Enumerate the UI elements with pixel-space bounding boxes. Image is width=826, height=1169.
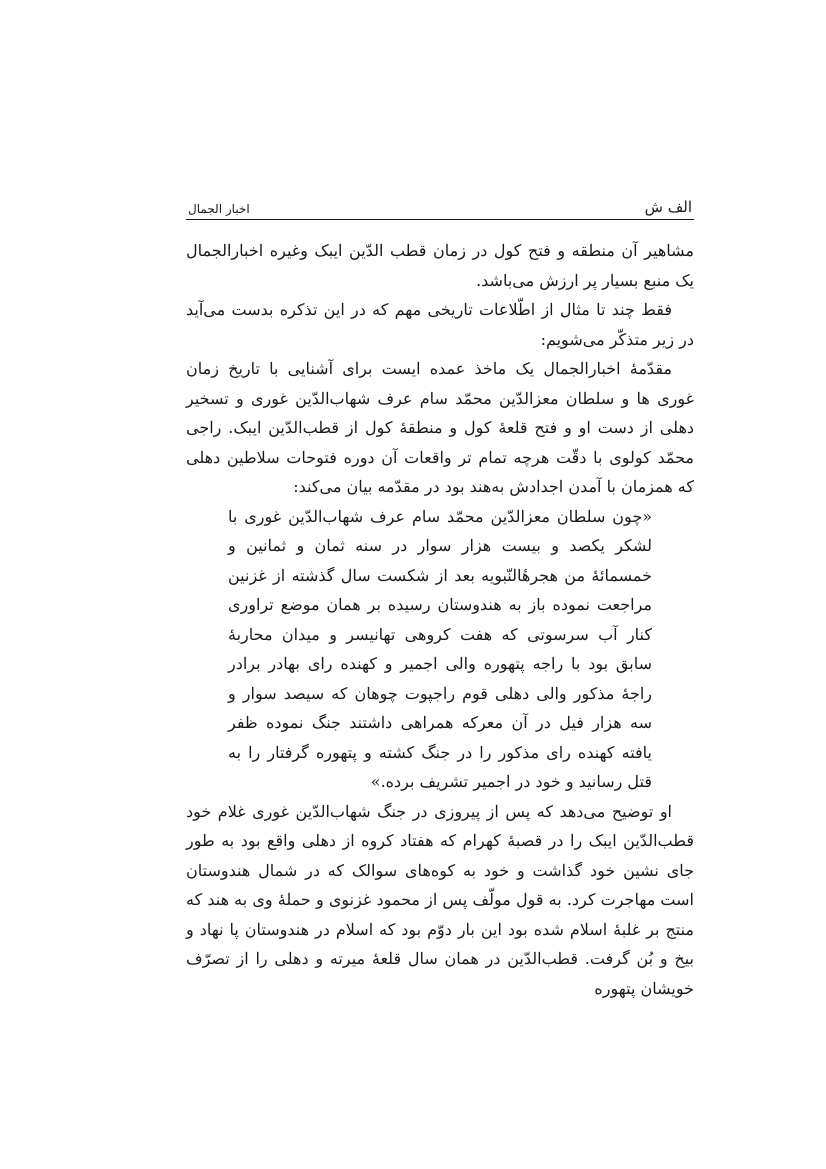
paragraph-1: مشاهیر آن منطقه و فتح کول در زمان قطب الدّین ایبک وغیره اخبارالجمال یک منبع بسیار پر ارزش می‌باشد.	[186, 241, 694, 290]
paragraph-4: او توضیح می‌دهد که پس از پیروزی در جنگ شهاب‌الدّین غوری غلام خود قطب‌الدّین ایبک را در قصبهٔ کهرام که هفتاد کروه از دهلی واقع بود به طور جای نشین خود گذاشت و خود به کوه‌های سوالک که در شمال هندوستان است مهاجرت کرد. به قول مولّف پس از محمود غزنوی و حملهٔ وی به هند که منتج بر غلبهٔ اسلام شده بود این بار دوّم بود که اسلام در هندوستان پا نهاد و بیخ و بُن گرفت. قطب‌الدّین در همان سال قلعهٔ میرته و دهلی را از تصرّف خویشان پتهوره	[186, 801, 694, 998]
running-header	[186, 190, 694, 220]
book-title: اخبار الجمال	[188, 202, 250, 216]
book-page	[186, 190, 694, 1003]
paragraph-3: مقدّمهٔ اخبارالجمال یک ماخذ عمده ایست برای آشنایی با تاریخ زمان غوری ها و سلطان معزالدّین محمّد سام عرف شهاب‌الدّین غوری و تسخیر دهلی از دست او و فتح قلعهٔ کول و منطقهٔ کول از قطب‌الدّین ایبک. راجی محمّد کولوی با دقّت هرچه تمام تر واقعات آن دوره فتوحات سلاطین دهلی که همزمان با آمدن اجدادش به‌هند بود در مقدّمه بیان می‌کند:	[186, 359, 695, 496]
paragraph-2: فقط چند تا مثال از اطّلاعات تاریخی مهم که در این تذکره بدست می‌آید در زیر متذکّر می‌شویم:	[186, 300, 694, 349]
block-quote: «چون سلطان معزالدّین محمّد سام عرف شهاب‌الدّین غوری با لشکر یکصد و بیست هزار سوار در سنه ثمان و ثمانین و خمسمائهٔ من هجرهٔالنّبویه بعد از شکست سال گذشته از غزنین مراجعت نموده باز به هندوستان رسیده بر همان موضع تراوری کنار آب سرسوتی که هفت کروهی تهانیسر و میدان محاربهٔ سابق بود با راجه پتهوره والی اجمیر و کهنده رای بهادر برادر راجهٔ مذکور والی دهلی قوم راجپوت چوهان که سیصد سوار و سه هزار فیل در آن معرکه همراهی داشتند جنگ نموده ظفر یافته کهنده رای مذکور را در جنگ کشته و پتهوره گرفتار را به قتل رسانید و خود در اجمیر تشریف برده.»	[228, 506, 652, 791]
page-body	[186, 236, 694, 1003]
page-number: الف ش	[644, 198, 692, 216]
